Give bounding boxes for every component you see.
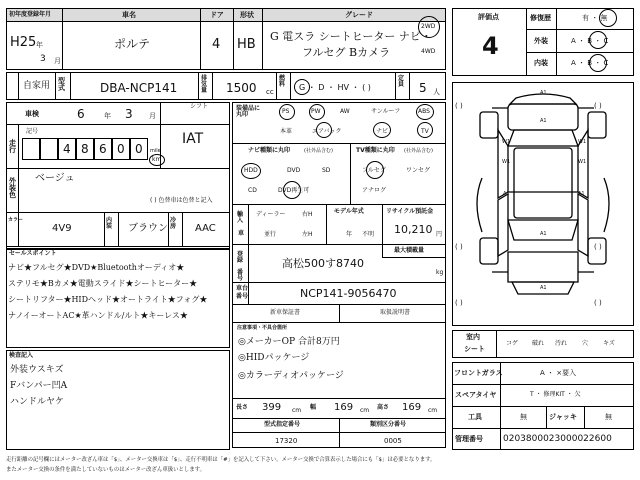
repair-history: 有 ・ 無: [582, 14, 608, 22]
inspection-month: 3: [125, 107, 133, 121]
navi-hdd: HDD: [244, 167, 258, 174]
equip-airbag: エアバック: [312, 128, 342, 135]
sales-line-1: ナビ★フルセグ★DVD★Bluetoothオーディオ★: [8, 263, 185, 272]
dim-length: 399: [262, 402, 282, 413]
note-line-3: ◎カラーディオパッケージ: [238, 371, 344, 381]
grade-label: グレード: [345, 11, 373, 19]
equip-navi: ナビ: [376, 128, 389, 135]
equip-honkaku: 本革: [280, 128, 293, 135]
fuel-options: G ・ D ・ HV ・ ( ): [299, 83, 371, 92]
odometer-unit-km: km: [152, 156, 162, 163]
shift-value: IAT: [182, 131, 204, 147]
chassis-number: NCP141-9056470: [300, 287, 397, 300]
interior-grade: A ・ B ・ C: [571, 59, 609, 67]
equip-tv: TV: [421, 128, 429, 135]
footnote-line-2: またメーター交換の条件を満たしていないものはメーター改ざん車扱いとします。: [6, 467, 206, 473]
tv-fullseg: フルセグ: [362, 167, 386, 174]
model-code: DBA-NCP141: [100, 81, 178, 95]
plate-number: 高松500す8740: [282, 257, 364, 270]
doors-value: 4: [212, 37, 221, 52]
capacity-value: 5: [419, 81, 427, 95]
model-year-value: 不明: [362, 231, 375, 238]
shape-label: 形状: [240, 11, 254, 19]
navi-cd: CD: [248, 187, 257, 194]
color-code: 4V9: [52, 223, 72, 234]
equip-ps: PS: [282, 108, 290, 115]
inspector-line-3: ハンドルヤケ: [10, 397, 65, 407]
dim-height: 169: [402, 402, 422, 413]
jack-value: 無: [605, 413, 612, 421]
first-reg-month: 3: [40, 54, 46, 64]
note-line-1: ◎メーカーOP 合計8万円: [238, 337, 340, 347]
grade-line-1: G 電スラ シートヒーター ナビ・: [270, 30, 432, 43]
sales-line-2: ステリモ★Bカメ★電動スライド★シートヒーター★: [8, 279, 198, 288]
exterior-color: ベージュ: [35, 173, 75, 184]
aircon-value: AAC: [195, 223, 216, 234]
car-name-value: ポルテ: [114, 37, 151, 51]
usage-type: 自家用: [23, 81, 51, 91]
first-reg-label: 初年度登録年月: [9, 11, 52, 18]
drive-4wd: 4WD: [421, 48, 436, 55]
equip-aw: AW: [340, 108, 350, 115]
warranty-new-car: 新車保証書: [270, 309, 301, 316]
tv-analog: アナログ: [362, 187, 387, 194]
odometer-digits: 4 8 6 0 0: [22, 138, 148, 160]
inspector-line-1: 外装ウスキズ: [10, 365, 64, 375]
category-number: 0005: [384, 437, 402, 445]
interior-value: ブラウン: [128, 223, 168, 234]
tv-oneseg: ワンセグ: [406, 167, 431, 174]
type-number: 17320: [275, 437, 298, 445]
displacement-value: 1500: [226, 81, 257, 95]
grade-line-2: フルセグ Bカメラ: [302, 46, 391, 59]
navi-dvd-play: DVD再生可: [278, 187, 310, 194]
doors-label: ドア: [210, 11, 224, 19]
management-number: 0203800023000022600: [503, 434, 612, 444]
inspection-year: 6: [77, 107, 85, 121]
navi-sd: SD: [322, 167, 331, 174]
navi-dvd: DVD: [287, 167, 301, 174]
car-name-label: 車名: [122, 11, 136, 19]
tools-value: 無: [520, 413, 527, 421]
drive-2wd: 2WD: [421, 23, 436, 30]
footnote-line-1: 走行距離の記号欄にはメーター改ざん車は「$」、メーター交換車は「$」、走行不明車は「#」を記入して下さい。メーター交換で合算表示した場合にも「$」は必要となります。: [6, 457, 436, 463]
dim-width: 169: [334, 402, 354, 413]
exterior-grade: A ・ B ・ C: [571, 37, 609, 45]
warranty-manual: 取扱説明書: [380, 309, 411, 316]
recycle-value: 10,210: [394, 223, 433, 236]
equip-abs: ABS: [418, 108, 430, 115]
shape-value: HB: [237, 37, 256, 52]
sales-line-4: ナノイーオートAC★革ハンドル/ルト★キーレス★: [8, 311, 188, 320]
evaluation-score: 4: [482, 32, 499, 60]
equip-sunroof: サンルーフ: [371, 108, 401, 115]
inspector-line-2: Fバンパー凹A: [10, 381, 68, 391]
equip-pw: PW: [311, 108, 321, 115]
first-reg-year: H25: [10, 35, 37, 50]
front-glass-value: A ・ ×要入: [540, 369, 577, 377]
spare-tire-value: T ・ 修理KIT ・ 欠: [530, 391, 581, 398]
sales-line-3: シートリフター★HIDヘッド★オートライト★フォグ★: [8, 295, 208, 304]
note-line-2: ◎HIDパッケージ: [238, 353, 310, 363]
